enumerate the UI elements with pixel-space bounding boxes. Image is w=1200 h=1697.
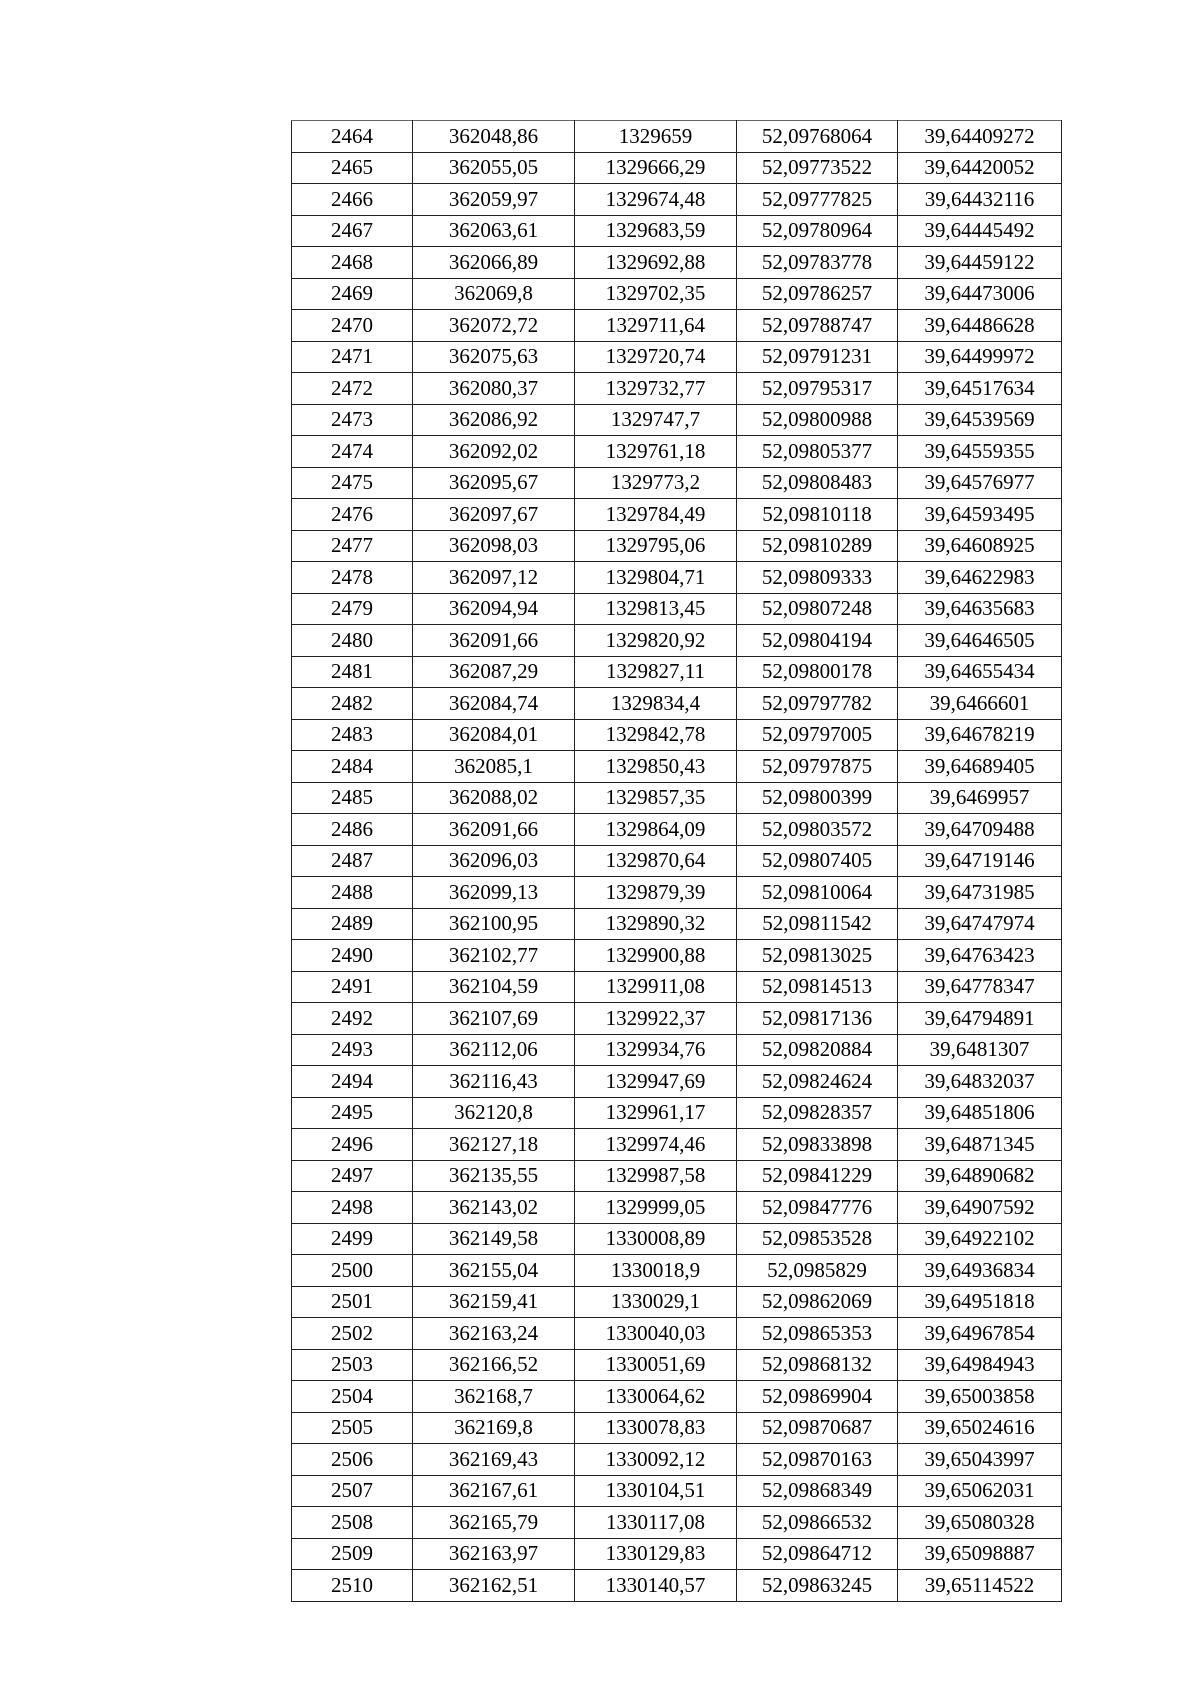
x-coordinate-cell: 362088,02	[413, 782, 575, 814]
y-coordinate-cell: 1329827,11	[575, 656, 737, 688]
latitude-cell: 52,09811542	[737, 908, 898, 940]
longitude-cell: 39,64646505	[898, 625, 1062, 657]
y-coordinate-cell: 1330140,57	[575, 1570, 737, 1602]
latitude-cell: 52,09807405	[737, 845, 898, 877]
x-coordinate-cell: 362166,52	[413, 1349, 575, 1381]
latitude-cell: 52,09803572	[737, 814, 898, 846]
longitude-cell: 39,64539569	[898, 404, 1062, 436]
x-coordinate-cell: 362155,04	[413, 1255, 575, 1287]
table-row	[292, 1349, 1062, 1381]
table-row	[292, 1255, 1062, 1287]
x-coordinate-cell: 362084,74	[413, 688, 575, 720]
table-row	[292, 940, 1062, 972]
latitude-cell: 52,09780964	[737, 215, 898, 247]
x-coordinate-cell: 362167,61	[413, 1475, 575, 1507]
y-coordinate-cell: 1329857,35	[575, 782, 737, 814]
x-coordinate-cell: 362162,51	[413, 1570, 575, 1602]
table-row	[292, 1223, 1062, 1255]
x-coordinate-cell: 362075,63	[413, 341, 575, 373]
table-row	[292, 1286, 1062, 1318]
y-coordinate-cell: 1329773,2	[575, 467, 737, 499]
table-row	[292, 877, 1062, 909]
table-row	[292, 1066, 1062, 1098]
x-coordinate-cell: 362127,18	[413, 1129, 575, 1161]
longitude-cell: 39,64951818	[898, 1286, 1062, 1318]
table-row	[292, 751, 1062, 783]
x-coordinate-cell: 362168,7	[413, 1381, 575, 1413]
point-number-cell: 2497	[292, 1160, 413, 1192]
x-coordinate-cell: 362092,02	[413, 436, 575, 468]
latitude-cell: 52,09864712	[737, 1538, 898, 1570]
longitude-cell: 39,64689405	[898, 751, 1062, 783]
point-number-cell: 2470	[292, 310, 413, 342]
point-number-cell: 2491	[292, 971, 413, 1003]
longitude-cell: 39,64432116	[898, 184, 1062, 216]
x-coordinate-cell: 362163,97	[413, 1538, 575, 1570]
x-coordinate-cell: 362143,02	[413, 1192, 575, 1224]
point-number-cell: 2488	[292, 877, 413, 909]
table-row	[292, 1381, 1062, 1413]
latitude-cell: 52,09777825	[737, 184, 898, 216]
latitude-cell: 52,09810289	[737, 530, 898, 562]
y-coordinate-cell: 1330040,03	[575, 1318, 737, 1350]
longitude-cell: 39,65043997	[898, 1444, 1062, 1476]
latitude-cell: 52,09862069	[737, 1286, 898, 1318]
longitude-cell: 39,64576977	[898, 467, 1062, 499]
point-number-cell: 2483	[292, 719, 413, 751]
point-number-cell: 2486	[292, 814, 413, 846]
table-row	[292, 184, 1062, 216]
longitude-cell: 39,64719146	[898, 845, 1062, 877]
point-number-cell: 2473	[292, 404, 413, 436]
x-coordinate-cell: 362055,05	[413, 152, 575, 184]
x-coordinate-cell: 362135,55	[413, 1160, 575, 1192]
table-row	[292, 341, 1062, 373]
table-row	[292, 499, 1062, 531]
point-number-cell: 2500	[292, 1255, 413, 1287]
latitude-cell: 52,09841229	[737, 1160, 898, 1192]
latitude-cell: 52,09870163	[737, 1444, 898, 1476]
point-number-cell: 2509	[292, 1538, 413, 1570]
point-number-cell: 2494	[292, 1066, 413, 1098]
y-coordinate-cell: 1330092,12	[575, 1444, 737, 1476]
longitude-cell: 39,64778347	[898, 971, 1062, 1003]
longitude-cell: 39,65024616	[898, 1412, 1062, 1444]
table-row	[292, 310, 1062, 342]
longitude-cell: 39,6481307	[898, 1034, 1062, 1066]
table-row	[292, 688, 1062, 720]
y-coordinate-cell: 1329666,29	[575, 152, 737, 184]
table-row	[292, 971, 1062, 1003]
x-coordinate-cell: 362066,89	[413, 247, 575, 279]
latitude-cell: 52,0985829	[737, 1255, 898, 1287]
table-row	[292, 1475, 1062, 1507]
point-number-cell: 2482	[292, 688, 413, 720]
y-coordinate-cell: 1329761,18	[575, 436, 737, 468]
x-coordinate-cell: 362048,86	[413, 121, 575, 153]
latitude-cell: 52,09800399	[737, 782, 898, 814]
x-coordinate-cell: 362091,66	[413, 814, 575, 846]
point-number-cell: 2492	[292, 1003, 413, 1035]
latitude-cell: 52,09808483	[737, 467, 898, 499]
table-row	[292, 1318, 1062, 1350]
point-number-cell: 2498	[292, 1192, 413, 1224]
latitude-cell: 52,09810118	[737, 499, 898, 531]
latitude-cell: 52,09791231	[737, 341, 898, 373]
latitude-cell: 52,09847776	[737, 1192, 898, 1224]
y-coordinate-cell: 1330117,08	[575, 1507, 737, 1539]
x-coordinate-cell: 362085,1	[413, 751, 575, 783]
point-number-cell: 2495	[292, 1097, 413, 1129]
latitude-cell: 52,09807248	[737, 593, 898, 625]
point-number-cell: 2501	[292, 1286, 413, 1318]
longitude-cell: 39,65062031	[898, 1475, 1062, 1507]
latitude-cell: 52,09853528	[737, 1223, 898, 1255]
x-coordinate-cell: 362095,67	[413, 467, 575, 499]
latitude-cell: 52,09788747	[737, 310, 898, 342]
y-coordinate-cell: 1330018,9	[575, 1255, 737, 1287]
y-coordinate-cell: 1330051,69	[575, 1349, 737, 1381]
x-coordinate-cell: 362072,72	[413, 310, 575, 342]
x-coordinate-cell: 362104,59	[413, 971, 575, 1003]
latitude-cell: 52,09813025	[737, 940, 898, 972]
longitude-cell: 39,64593495	[898, 499, 1062, 531]
coordinates-table	[291, 120, 1062, 1602]
longitude-cell: 39,64871345	[898, 1129, 1062, 1161]
coordinates-table-body	[292, 121, 1062, 1602]
latitude-cell: 52,09800988	[737, 404, 898, 436]
point-number-cell: 2480	[292, 625, 413, 657]
table-row	[292, 814, 1062, 846]
x-coordinate-cell: 362059,97	[413, 184, 575, 216]
point-number-cell: 2484	[292, 751, 413, 783]
x-coordinate-cell: 362120,8	[413, 1097, 575, 1129]
point-number-cell: 2466	[292, 184, 413, 216]
x-coordinate-cell: 362097,67	[413, 499, 575, 531]
table-row	[292, 1570, 1062, 1602]
y-coordinate-cell: 1329850,43	[575, 751, 737, 783]
x-coordinate-cell: 362080,37	[413, 373, 575, 405]
y-coordinate-cell: 1329934,76	[575, 1034, 737, 1066]
table-row	[292, 1444, 1062, 1476]
longitude-cell: 39,64445492	[898, 215, 1062, 247]
point-number-cell: 2475	[292, 467, 413, 499]
y-coordinate-cell: 1330008,89	[575, 1223, 737, 1255]
longitude-cell: 39,64984943	[898, 1349, 1062, 1381]
longitude-cell: 39,64517634	[898, 373, 1062, 405]
x-coordinate-cell: 362084,01	[413, 719, 575, 751]
point-number-cell: 2508	[292, 1507, 413, 1539]
table-row	[292, 845, 1062, 877]
longitude-cell: 39,65080328	[898, 1507, 1062, 1539]
y-coordinate-cell: 1329692,88	[575, 247, 737, 279]
longitude-cell: 39,64635683	[898, 593, 1062, 625]
y-coordinate-cell: 1329947,69	[575, 1066, 737, 1098]
y-coordinate-cell: 1329711,64	[575, 310, 737, 342]
latitude-cell: 52,09797005	[737, 719, 898, 751]
latitude-cell: 52,09768064	[737, 121, 898, 153]
x-coordinate-cell: 362116,43	[413, 1066, 575, 1098]
latitude-cell: 52,09795317	[737, 373, 898, 405]
table-row	[292, 562, 1062, 594]
table-row	[292, 625, 1062, 657]
y-coordinate-cell: 1329870,64	[575, 845, 737, 877]
y-coordinate-cell: 1329702,35	[575, 278, 737, 310]
point-number-cell: 2477	[292, 530, 413, 562]
table-row	[292, 373, 1062, 405]
y-coordinate-cell: 1329813,45	[575, 593, 737, 625]
latitude-cell: 52,09814513	[737, 971, 898, 1003]
x-coordinate-cell: 362087,29	[413, 656, 575, 688]
latitude-cell: 52,09783778	[737, 247, 898, 279]
y-coordinate-cell: 1329747,7	[575, 404, 737, 436]
y-coordinate-cell: 1329999,05	[575, 1192, 737, 1224]
point-number-cell: 2510	[292, 1570, 413, 1602]
x-coordinate-cell: 362165,79	[413, 1507, 575, 1539]
point-number-cell: 2505	[292, 1412, 413, 1444]
x-coordinate-cell: 362098,03	[413, 530, 575, 562]
point-number-cell: 2468	[292, 247, 413, 279]
longitude-cell: 39,64420052	[898, 152, 1062, 184]
x-coordinate-cell: 362100,95	[413, 908, 575, 940]
x-coordinate-cell: 362096,03	[413, 845, 575, 877]
y-coordinate-cell: 1329879,39	[575, 877, 737, 909]
table-row	[292, 1097, 1062, 1129]
table-row	[292, 247, 1062, 279]
y-coordinate-cell: 1329890,32	[575, 908, 737, 940]
point-number-cell: 2507	[292, 1475, 413, 1507]
point-number-cell: 2493	[292, 1034, 413, 1066]
point-number-cell: 2496	[292, 1129, 413, 1161]
longitude-cell: 39,64794891	[898, 1003, 1062, 1035]
table-row	[292, 1003, 1062, 1035]
point-number-cell: 2481	[292, 656, 413, 688]
y-coordinate-cell: 1329864,09	[575, 814, 737, 846]
point-number-cell: 2503	[292, 1349, 413, 1381]
y-coordinate-cell: 1329911,08	[575, 971, 737, 1003]
table-row	[292, 1538, 1062, 1570]
longitude-cell: 39,64763423	[898, 940, 1062, 972]
x-coordinate-cell: 362163,24	[413, 1318, 575, 1350]
point-number-cell: 2474	[292, 436, 413, 468]
x-coordinate-cell: 362169,8	[413, 1412, 575, 1444]
table-row	[292, 1160, 1062, 1192]
y-coordinate-cell: 1329834,4	[575, 688, 737, 720]
latitude-cell: 52,09863245	[737, 1570, 898, 1602]
latitude-cell: 52,09865353	[737, 1318, 898, 1350]
y-coordinate-cell: 1330078,83	[575, 1412, 737, 1444]
table-row	[292, 719, 1062, 751]
point-number-cell: 2499	[292, 1223, 413, 1255]
longitude-cell: 39,64967854	[898, 1318, 1062, 1350]
x-coordinate-cell: 362063,61	[413, 215, 575, 247]
latitude-cell: 52,09804194	[737, 625, 898, 657]
x-coordinate-cell: 362091,66	[413, 625, 575, 657]
table-row	[292, 1412, 1062, 1444]
y-coordinate-cell: 1329720,74	[575, 341, 737, 373]
latitude-cell: 52,09797782	[737, 688, 898, 720]
longitude-cell: 39,65098887	[898, 1538, 1062, 1570]
table-row	[292, 436, 1062, 468]
latitude-cell: 52,09805377	[737, 436, 898, 468]
longitude-cell: 39,64459122	[898, 247, 1062, 279]
latitude-cell: 52,09866532	[737, 1507, 898, 1539]
point-number-cell: 2504	[292, 1381, 413, 1413]
x-coordinate-cell: 362069,8	[413, 278, 575, 310]
longitude-cell: 39,64499972	[898, 341, 1062, 373]
longitude-cell: 39,64409272	[898, 121, 1062, 153]
latitude-cell: 52,09820884	[737, 1034, 898, 1066]
latitude-cell: 52,09824624	[737, 1066, 898, 1098]
longitude-cell: 39,64907592	[898, 1192, 1062, 1224]
latitude-cell: 52,09828357	[737, 1097, 898, 1129]
y-coordinate-cell: 1329922,37	[575, 1003, 737, 1035]
latitude-cell: 52,09773522	[737, 152, 898, 184]
point-number-cell: 2469	[292, 278, 413, 310]
latitude-cell: 52,09817136	[737, 1003, 898, 1035]
point-number-cell: 2490	[292, 940, 413, 972]
longitude-cell: 39,64832037	[898, 1066, 1062, 1098]
longitude-cell: 39,64851806	[898, 1097, 1062, 1129]
y-coordinate-cell: 1329732,77	[575, 373, 737, 405]
longitude-cell: 39,65003858	[898, 1381, 1062, 1413]
latitude-cell: 52,09869904	[737, 1381, 898, 1413]
y-coordinate-cell: 1329987,58	[575, 1160, 737, 1192]
point-number-cell: 2478	[292, 562, 413, 594]
latitude-cell: 52,09833898	[737, 1129, 898, 1161]
x-coordinate-cell: 362086,92	[413, 404, 575, 436]
table-row	[292, 782, 1062, 814]
point-number-cell: 2487	[292, 845, 413, 877]
y-coordinate-cell: 1329842,78	[575, 719, 737, 751]
x-coordinate-cell: 362102,77	[413, 940, 575, 972]
latitude-cell: 52,09870687	[737, 1412, 898, 1444]
y-coordinate-cell: 1330104,51	[575, 1475, 737, 1507]
point-number-cell: 2489	[292, 908, 413, 940]
longitude-cell: 39,64559355	[898, 436, 1062, 468]
longitude-cell: 39,64731985	[898, 877, 1062, 909]
x-coordinate-cell: 362112,06	[413, 1034, 575, 1066]
y-coordinate-cell: 1329659	[575, 121, 737, 153]
point-number-cell: 2502	[292, 1318, 413, 1350]
point-number-cell: 2485	[292, 782, 413, 814]
point-number-cell: 2465	[292, 152, 413, 184]
longitude-cell: 39,64486628	[898, 310, 1062, 342]
longitude-cell: 39,6466601	[898, 688, 1062, 720]
point-number-cell: 2467	[292, 215, 413, 247]
latitude-cell: 52,09786257	[737, 278, 898, 310]
x-coordinate-cell: 362094,94	[413, 593, 575, 625]
table-row	[292, 530, 1062, 562]
longitude-cell: 39,64473006	[898, 278, 1062, 310]
longitude-cell: 39,65114522	[898, 1570, 1062, 1602]
latitude-cell: 52,09810064	[737, 877, 898, 909]
table-row	[292, 1507, 1062, 1539]
table-row	[292, 656, 1062, 688]
table-row	[292, 278, 1062, 310]
latitude-cell: 52,09809333	[737, 562, 898, 594]
y-coordinate-cell: 1330129,83	[575, 1538, 737, 1570]
table-row	[292, 1192, 1062, 1224]
x-coordinate-cell: 362099,13	[413, 877, 575, 909]
y-coordinate-cell: 1329795,06	[575, 530, 737, 562]
table-row	[292, 1034, 1062, 1066]
point-number-cell: 2479	[292, 593, 413, 625]
point-number-cell: 2472	[292, 373, 413, 405]
longitude-cell: 39,64922102	[898, 1223, 1062, 1255]
x-coordinate-cell: 362107,69	[413, 1003, 575, 1035]
longitude-cell: 39,64936834	[898, 1255, 1062, 1287]
longitude-cell: 39,64890682	[898, 1160, 1062, 1192]
longitude-cell: 39,64608925	[898, 530, 1062, 562]
y-coordinate-cell: 1329804,71	[575, 562, 737, 594]
x-coordinate-cell: 362149,58	[413, 1223, 575, 1255]
x-coordinate-cell: 362159,41	[413, 1286, 575, 1318]
y-coordinate-cell: 1329900,88	[575, 940, 737, 972]
x-coordinate-cell: 362169,43	[413, 1444, 575, 1476]
table-row	[292, 152, 1062, 184]
table-row	[292, 215, 1062, 247]
y-coordinate-cell: 1329820,92	[575, 625, 737, 657]
y-coordinate-cell: 1329683,59	[575, 215, 737, 247]
longitude-cell: 39,6469957	[898, 782, 1062, 814]
y-coordinate-cell: 1329784,49	[575, 499, 737, 531]
table-row	[292, 467, 1062, 499]
y-coordinate-cell: 1330064,62	[575, 1381, 737, 1413]
point-number-cell: 2464	[292, 121, 413, 153]
table-row	[292, 908, 1062, 940]
latitude-cell: 52,09868132	[737, 1349, 898, 1381]
point-number-cell: 2506	[292, 1444, 413, 1476]
x-coordinate-cell: 362097,12	[413, 562, 575, 594]
longitude-cell: 39,64678219	[898, 719, 1062, 751]
longitude-cell: 39,64747974	[898, 908, 1062, 940]
table-row	[292, 404, 1062, 436]
table-row	[292, 121, 1062, 153]
latitude-cell: 52,09800178	[737, 656, 898, 688]
table-row	[292, 593, 1062, 625]
longitude-cell: 39,64655434	[898, 656, 1062, 688]
latitude-cell: 52,09797875	[737, 751, 898, 783]
y-coordinate-cell: 1329674,48	[575, 184, 737, 216]
longitude-cell: 39,64622983	[898, 562, 1062, 594]
y-coordinate-cell: 1329961,17	[575, 1097, 737, 1129]
point-number-cell: 2471	[292, 341, 413, 373]
point-number-cell: 2476	[292, 499, 413, 531]
table-row	[292, 1129, 1062, 1161]
latitude-cell: 52,09868349	[737, 1475, 898, 1507]
y-coordinate-cell: 1330029,1	[575, 1286, 737, 1318]
y-coordinate-cell: 1329974,46	[575, 1129, 737, 1161]
longitude-cell: 39,64709488	[898, 814, 1062, 846]
